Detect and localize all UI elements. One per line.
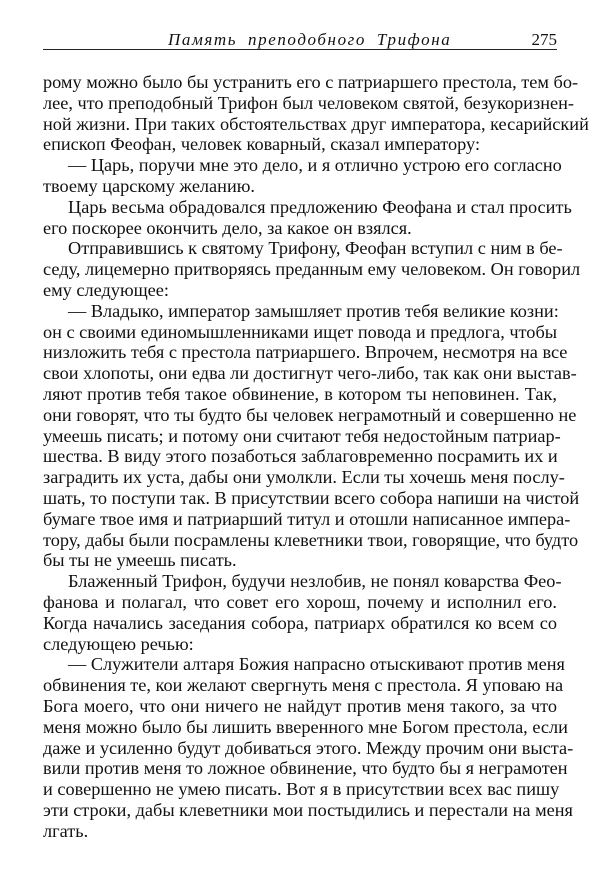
text-line: даже и усиленно будут добиваться этого. Между прочим они выста- [43,737,574,758]
running-title: Память преподобного Трифона [168,30,452,49]
paragraph [43,571,562,654]
text-line: Отправившись к святому Трифону, Феофан вступил с ним в бе- [68,238,563,259]
text-line: он с своими единомышленниками ищет повода и предлога, чтобы [43,321,558,342]
text-line: свои хлопоты, они едва ли достигнут чего-либо, так как они выстав- [43,363,577,384]
text-line: обвинения те, кои желают свергнуть меня с престола. Я уповаю на [43,675,564,696]
text-line: они говорят, что ты будто бы человек неграмотный и совершенно не [43,404,577,425]
text-line: ной жизни. При таких обстоятельствах друг императора, кесарийский [43,113,589,134]
page-number: 275 [531,30,557,49]
paragraph [43,155,562,197]
text-line: и совершенно не умею писать. Вот я в присутствии всех вас пишу [43,779,560,800]
text-line: бумаге твое имя и патриарший титул и отошли написанное импера- [43,508,571,529]
paragraph [43,196,572,239]
text-line: — Царь, поручи мне это дело, и я отлично устрою его согласно [68,155,562,176]
text-line: вили против меня то ложное обвинение, что будто бы я неграмотен [43,758,568,779]
text-line: следующею речью: [43,633,194,654]
text-line: меня можно было бы лишить вверенного мне Богом престола, если [43,716,568,737]
paragraph [43,300,580,571]
page-body [43,72,589,841]
text-line: седу, лицемерно притворяясь преданным ему человеком. Он говорил [43,259,581,280]
text-line: фанова и полагал, что совет его хорош, почему и исполнил его. [43,591,557,612]
text-line: ему следующее: [43,279,169,300]
text-line: заградить их уста, дабы они умолкли. Если ты хочешь меня послу- [43,467,565,488]
text-line: твоему царскому желанию. [43,175,255,196]
text-line: рому можно было бы устранить его с патриаршего престола, тем бо- [43,72,579,92]
text-line: — Владыко, император замышляет против тебя великие козни: [68,300,559,321]
text-line: Царь весьма обрадовался предложению Феофана и стал просить [68,196,572,217]
text-line: ляют против тебя такое обвинение, в котором ты неповинен. Так, [43,383,557,404]
paragraph [43,654,574,841]
running-header [43,30,557,50]
text-line: умеешь писать; и потому они считают тебя недостойным патриар- [43,425,561,446]
text-line: Бога моего, что они ничего не найдут против меня такого, за что [43,695,557,716]
paragraph [43,72,589,155]
text-line: лее, что преподобный Трифон был человеком святой, безукоризнен- [43,92,574,113]
text-line: эти строки, дабы клеветники мои постыдились и перестали на меня [43,799,573,820]
text-line: тору, дабы были посрамлены клеветники твои, говорящие, что будто [43,529,579,550]
text-line: епископ Феофан, человек коварный, сказал императору: [43,134,481,155]
text-line: шать, то поступи так. В присутствии всего собора напиши на чистой [43,487,580,508]
text-line: шества. В виду этого позаботься заблаговременно посрамить их и [43,446,558,467]
text-line: бы ты не умеешь писать. [43,550,237,571]
text-line: Блаженный Трифон, будучи незлобив, не понял коварства Фео- [68,571,562,592]
text-line: лгать. [43,820,89,841]
text-line: Когда начались заседания собора, патриарх обратился ко всем со [43,612,557,633]
text-line: — Служители алтаря Божия напрасно отыскивают против меня [68,654,565,675]
text-line: низложить тебя с престола патриаршего. Впрочем, несмотря на все [43,342,568,363]
paragraph [43,238,581,300]
text-line: его поскорее окончить дело, за какое он взялся. [43,217,412,238]
